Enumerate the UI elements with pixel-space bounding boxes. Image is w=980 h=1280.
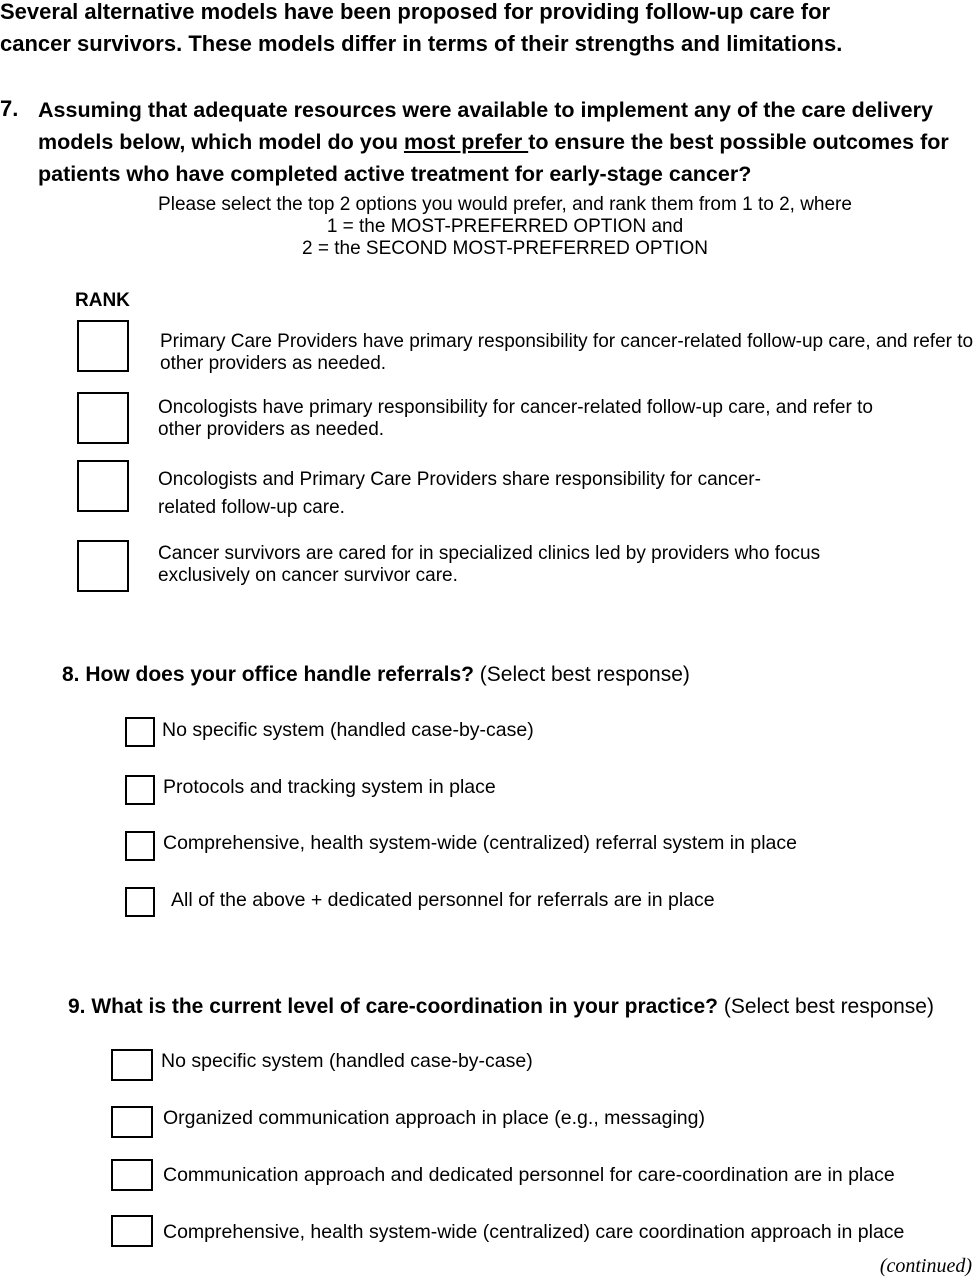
q9-option-1: No specific system (handled case-by-case) [161, 1050, 533, 1072]
q9-checkbox-2[interactable] [111, 1106, 153, 1138]
intro-line-1: Several alternative models have been proposed for providing follow-up care for [0, 0, 831, 24]
rank-box-1[interactable] [77, 320, 129, 372]
q9-checkbox-1[interactable] [111, 1049, 153, 1081]
q7-question [38, 94, 949, 190]
rank-box-4[interactable] [77, 540, 129, 592]
intro-line-2: cancer survivors. These models differ in terms of their strengths and limitations. [0, 31, 843, 56]
q7-line-3: patients who have completed active treatment for early-stage cancer? [38, 162, 752, 186]
rank-label: RANK [75, 290, 130, 311]
q7-line-2-pre: models below, which model do you [38, 130, 404, 154]
q9-checkbox-3[interactable] [111, 1159, 153, 1191]
q7-number: 7. [0, 96, 19, 121]
q8-checkbox-4[interactable] [125, 887, 155, 917]
rank-box-3[interactable] [77, 460, 129, 512]
q7-line-1: Assuming that adequate resources were available to implement any of the care delivery [38, 98, 933, 122]
q8-number: 8. [62, 663, 80, 686]
q9-option-4: Comprehensive, health system-wide (centralized) care coordination approach in place [163, 1221, 905, 1243]
q9-option-2: Organized communication approach in place (e.g., messaging) [163, 1107, 705, 1129]
q7-option-1: Primary Care Providers have primary responsibility for cancer-related follow-up care, and refer to other providers as needed. [160, 331, 974, 374]
q9-hint: (Select best response) [723, 995, 934, 1018]
q7-option-3: Oncologists and Primary Care Providers share responsibility for cancer-related follow-up care. [158, 469, 761, 518]
q8-option-3: Comprehensive, health system-wide (centralized) referral system in place [163, 832, 797, 854]
q9-number: 9. [68, 995, 86, 1018]
q8-option-1: No specific system (handled case-by-case) [162, 719, 534, 741]
q7-instruction-2: 1 = the MOST-PREFERRED OPTION and [326, 216, 684, 237]
q8-option-4: All of the above + dedicated personnel for referrals are in place [171, 889, 715, 911]
q7-line-2-post: to ensure the best possible outcomes for [528, 130, 949, 154]
q7-option-2: Oncologists have primary responsibility for cancer-related follow-up care, and refer to other providers as needed. [158, 397, 873, 440]
q9-checkbox-4[interactable] [111, 1215, 153, 1247]
q8-option-2: Protocols and tracking system in place [163, 776, 496, 798]
q8-hint: (Select best response) [479, 663, 690, 686]
q8-text: How does your office handle referrals? [85, 663, 474, 686]
rank-box-2[interactable] [77, 392, 129, 444]
q7-line-2 [38, 126, 949, 158]
q8-checkbox-2[interactable] [125, 775, 155, 805]
q8-checkbox-3[interactable] [125, 831, 155, 861]
q7-instruction-3: 2 = the SECOND MOST-PREFERRED OPTION [302, 238, 708, 259]
continued-note: (continued) [879, 1255, 972, 1277]
q7-option-4: Cancer survivors are cared for in specialized clinics led by providers who focus exclusively on cancer survivor care. [158, 543, 821, 586]
q9-text: What is the current level of care-coordination in your practice? [91, 995, 718, 1018]
q9-option-3: Communication approach and dedicated personnel for care-coordination are in place [163, 1164, 895, 1186]
q9-question [68, 994, 934, 1020]
q8-checkbox-1[interactable] [125, 717, 155, 747]
q7-emphasis: most prefer [403, 130, 529, 154]
q7-instruction-1: Please select the top 2 options you would prefer, and rank them from 1 to 2, where [158, 194, 852, 215]
q8-question [62, 662, 690, 688]
